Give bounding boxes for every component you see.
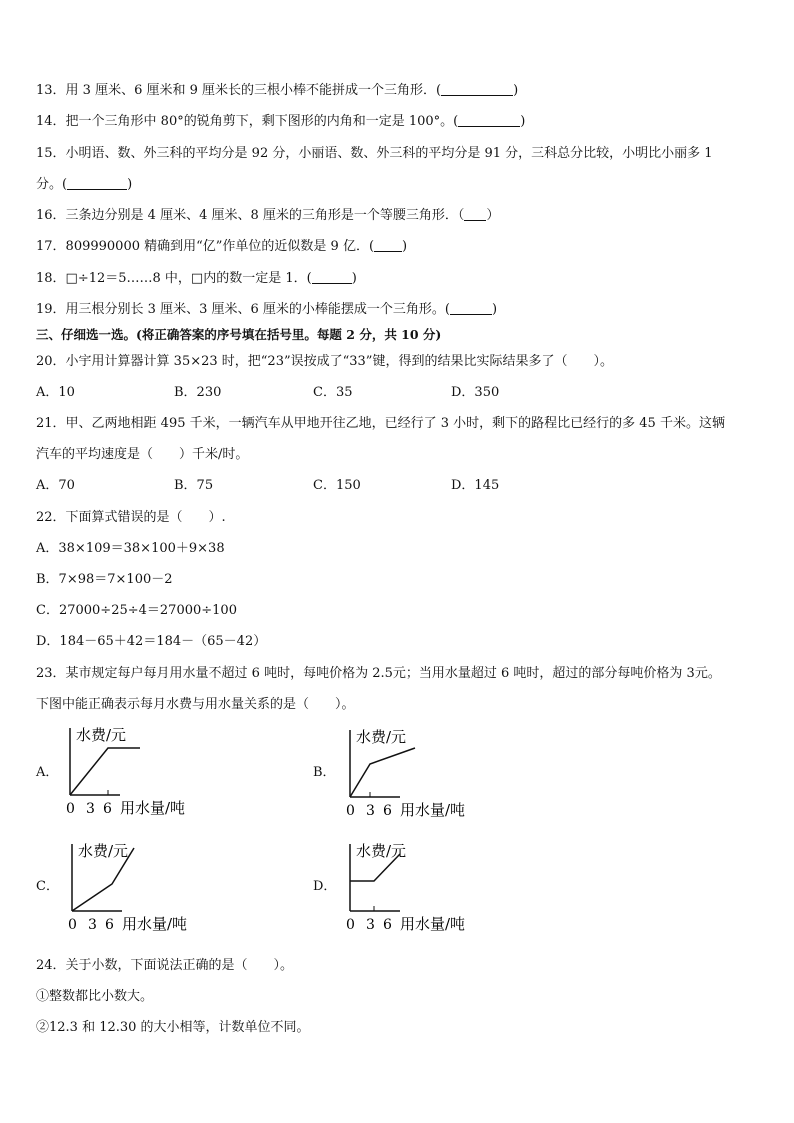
option-d[interactable]: D．350 [451,385,500,400]
answer-blank[interactable] [450,302,492,315]
question-14: 14．把一个三角形中 80°的锐角剪下，剩下图形的内角和一定是 100°。( ) [36,114,526,129]
tick-label-6: 6 [383,803,392,819]
tick-label-3: 3 [88,917,97,933]
tick-label-3: 3 [366,803,375,819]
answer-blank[interactable] [312,271,352,284]
option-b[interactable]: B． [313,765,336,780]
option-b[interactable]: B．7×98＝7×100－2 [36,572,173,587]
y-axis-label: 水费/元 [78,842,129,860]
graph-a[interactable] [60,720,230,820]
answer-blank[interactable] [464,208,486,221]
y-axis-label: 水费/元 [356,728,407,746]
option-b[interactable]: B．230 [174,385,222,400]
answer-blank[interactable] [374,239,402,252]
question-20: 20．小宇用计算器计算 35×23 时，把“23”误按成了“33”键，得到的结果比实际结果多了（ ）。 [36,354,613,369]
tick-label-3: 3 [366,917,375,933]
x-axis-label: 用水量/吨 [122,915,188,933]
option-d[interactable]: D．184－65＋42＝184－（65－42） [36,634,267,649]
price-line [70,748,140,795]
question-23-line-2: 下图中能正确表示每月水费与用水量关系的是（ ）。 [36,697,355,712]
question-22: 22．下面算式错误的是（ ）. [36,510,226,525]
question-21-line-1: 21．甲、乙两地相距 495 千米，一辆汽车从甲地开往乙地，已经行了 3 小时，剩下的路程比已经行的多 45 千米。这辆 [36,416,725,431]
answer-blank[interactable] [458,114,520,127]
x-axis-label: 用水量/吨 [120,799,186,817]
graph-c[interactable] [62,836,232,936]
question-15-line-2: 分。( ) [36,177,133,192]
statement-1: ①整数都比小数大。 [36,989,154,1004]
option-a[interactable]: A．38×109＝38×100＋9×38 [36,541,225,556]
question-23-line-1: 23．某市规定每户每月用水量不超过 6 吨时，每吨价格为 2.5元；当用水量超过 6 吨时，超过的部分每吨价格为 3元。 [36,666,721,681]
graph-b[interactable] [340,722,510,822]
tick-label-0: 0 [346,803,355,819]
option-c[interactable]: C． [36,879,59,894]
answer-blank[interactable] [441,83,513,96]
tick-label-6: 6 [103,801,112,817]
y-axis-label: 水费/元 [356,842,407,860]
option-c[interactable]: C．27000÷25÷4＝27000÷100 [36,603,237,618]
tick-label-6: 6 [105,917,114,933]
x-axis-label: 用水量/吨 [400,801,466,819]
option-c[interactable]: C．35 [313,385,353,400]
tick-label-0: 0 [68,917,77,933]
price-line [350,748,415,797]
question-16: 16．三条边分别是 4 厘米、4 厘米、8 厘米的三角形是一个等腰三角形．（ ） [36,208,500,223]
tick-label-3: 3 [86,801,95,817]
tick-label-0: 0 [346,917,355,933]
option-a[interactable]: A．10 [36,385,75,400]
section-heading: 三、仔细选一选。(将正确答案的序号填在括号里。每题 2 分，共 10 分) [36,327,442,342]
option-a[interactable]: A． [36,765,59,780]
option-c[interactable]: C．150 [313,478,361,493]
question-15-line-1: 15．小明语、数、外三科的平均分是 92 分，小丽语、数、外三科的平均分是 91 分，三科总分比较，小明比小丽多 1 [36,146,713,161]
y-axis-label: 水费/元 [76,726,127,744]
option-d[interactable]: D．145 [451,478,500,493]
x-axis-label: 用水量/吨 [400,915,466,933]
tick-label-0: 0 [66,801,75,817]
graph-d[interactable] [340,836,510,936]
question-13: 13．用 3 厘米、6 厘米和 9 厘米长的三根小棒不能拼成一个三角形．( ) [36,83,519,98]
tick-label-6: 6 [383,917,392,933]
answer-blank[interactable] [67,177,127,190]
question-24: 24．关于小数，下面说法正确的是（ ）。 [36,958,294,973]
question-17: 17．809990000 精确到用“亿”作单位的近似数是 9 亿．( ) [36,239,408,254]
question-18: 18．□÷12＝5……8 中，□内的数一定是 1．( ) [36,271,357,286]
option-d[interactable]: D． [313,879,337,894]
question-19: 19．用三根分别长 3 厘米、3 厘米、6 厘米的小棒能摆成一个三角形。( ) [36,302,498,317]
option-a[interactable]: A．70 [36,478,75,493]
option-b[interactable]: B．75 [174,478,214,493]
statement-2: ②12.3 和 12.30 的大小相等，计数单位不同。 [36,1020,310,1035]
question-21-line-2: 汽车的平均速度是（ ）千米/时。 [36,447,249,462]
